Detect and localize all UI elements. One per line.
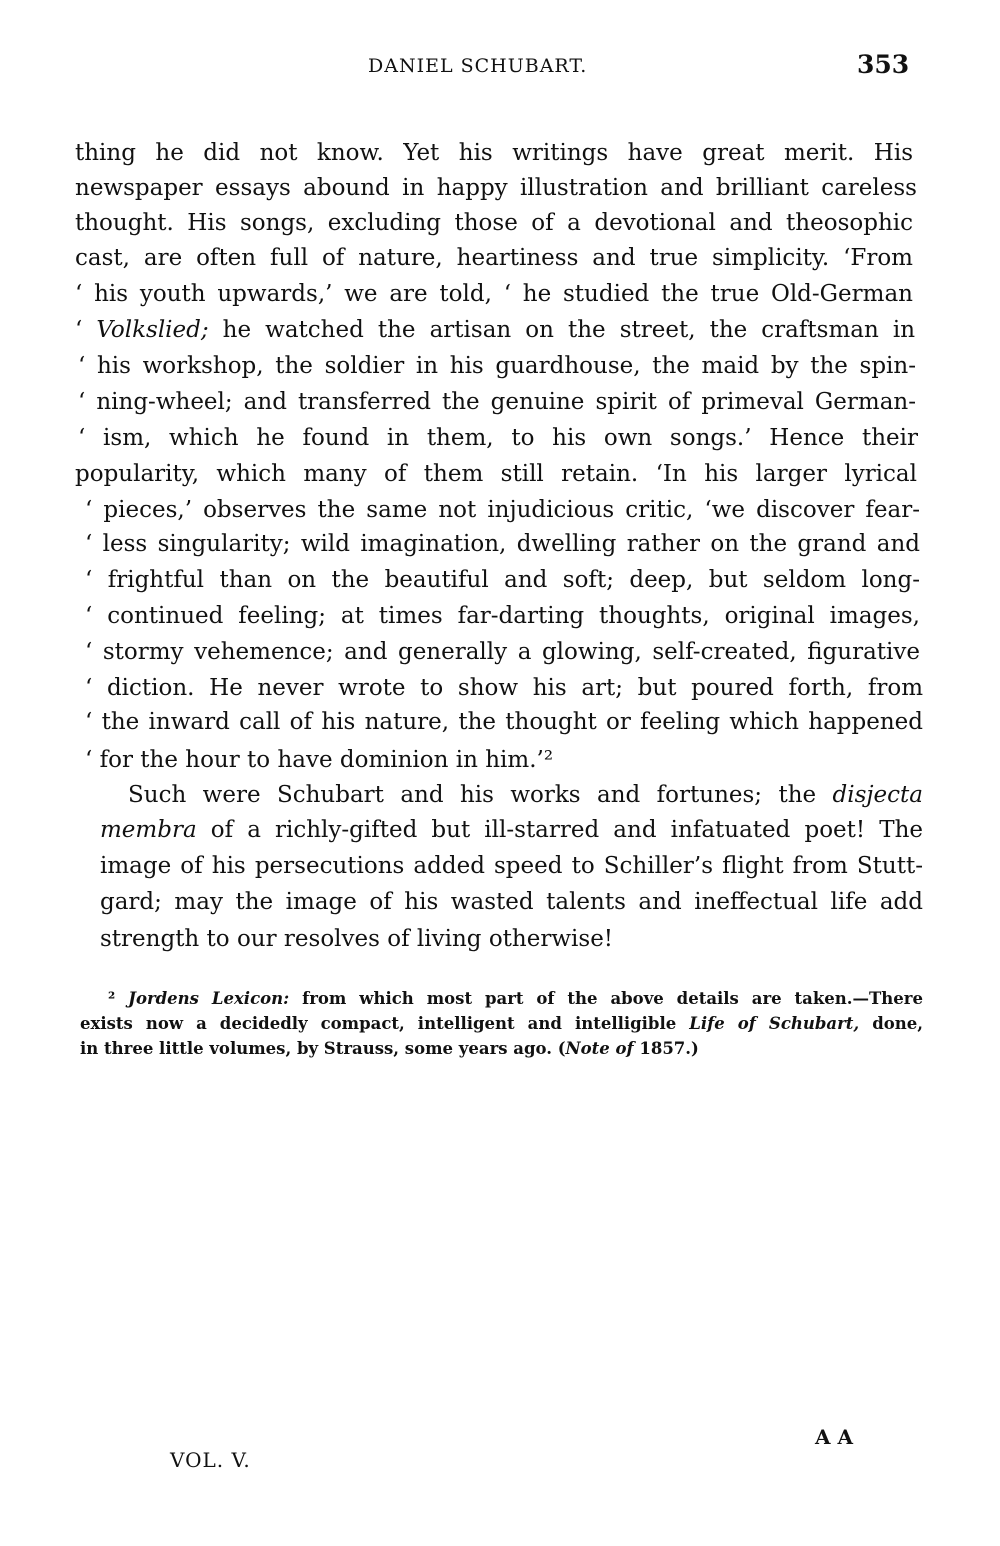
footnote-line: exists now a decidedly compact, intelligent and intelligible Life of Schubart, done, xyxy=(80,1014,923,1033)
volume-label: VOL. V. xyxy=(170,1448,251,1472)
text-line: ‘ ism, which he found in them, to his own songs.’ Hence their xyxy=(78,425,918,451)
footnote-line: ² Jordens Lexicon: from which most part of the above details are taken.—There xyxy=(108,989,923,1008)
running-title: DANIEL SCHUBART. xyxy=(368,55,588,77)
text-line: Such were Schubart and his works and fortunes; the disjecta xyxy=(128,782,923,808)
text-line: strength to our resolves of living otherwise! xyxy=(100,926,614,952)
text-line: ‘ the inward call of his nature, the thought or feeling which happened xyxy=(85,709,923,735)
text-line: ‘ less singularity; wild imagination, dwelling rather on the grand and xyxy=(85,531,920,557)
text-line: membra of a richly-gifted but ill-starred and infatuated poet! The xyxy=(100,817,923,843)
text-line: thing he did not know. Yet his writings have great merit. His xyxy=(75,140,913,166)
text-line: ‘ diction. He never wrote to show his art; but poured forth, from xyxy=(85,675,923,701)
text-line: ‘ frightful than on the beautiful and soft; deep, but seldom long- xyxy=(85,567,920,593)
text-line: gard; may the image of his wasted talents and ineffectual life add xyxy=(100,889,923,915)
text-line: newspaper essays abound in happy illustration and brilliant careless xyxy=(75,175,917,201)
text-line: cast, are often full of nature, heartiness and true simplicity. ‘From xyxy=(75,245,913,271)
text-line: ‘ continued feeling; at times far-darting thoughts, original images, xyxy=(85,603,920,629)
page-number: 353 xyxy=(857,50,910,79)
text-line: ‘ stormy vehemence; and generally a glowing, self-created, figurative xyxy=(85,639,920,665)
text-line: ‘ Volkslied; he watched the artisan on the street, the craftsman in xyxy=(75,317,916,343)
text-line: thought. His songs, excluding those of a devotional and theosophic xyxy=(75,210,913,236)
text-line: popularity, which many of them still retain. ‘In his larger lyrical xyxy=(75,461,917,487)
text-line: ‘ his youth upwards,’ we are told, ‘ he studied the true Old-German xyxy=(75,281,913,307)
text-line: image of his persecutions added speed to Schiller’s flight from Stutt- xyxy=(100,853,923,879)
footnote-line: in three little volumes, by Strauss, some years ago. (Note of 1857.) xyxy=(80,1039,699,1058)
text-line: ‘ for the hour to have dominion in him.’² xyxy=(85,747,554,773)
text-line: ‘ ning-wheel; and transferred the genuine spirit of primeval German- xyxy=(78,389,916,415)
text-line: ‘ pieces,’ observes the same not injudicious critic, ‘we discover fear- xyxy=(85,497,920,523)
signature-mark: A A xyxy=(815,1425,853,1449)
text-line: ‘ his workshop, the soldier in his guardhouse, the maid by the spin- xyxy=(78,353,916,379)
